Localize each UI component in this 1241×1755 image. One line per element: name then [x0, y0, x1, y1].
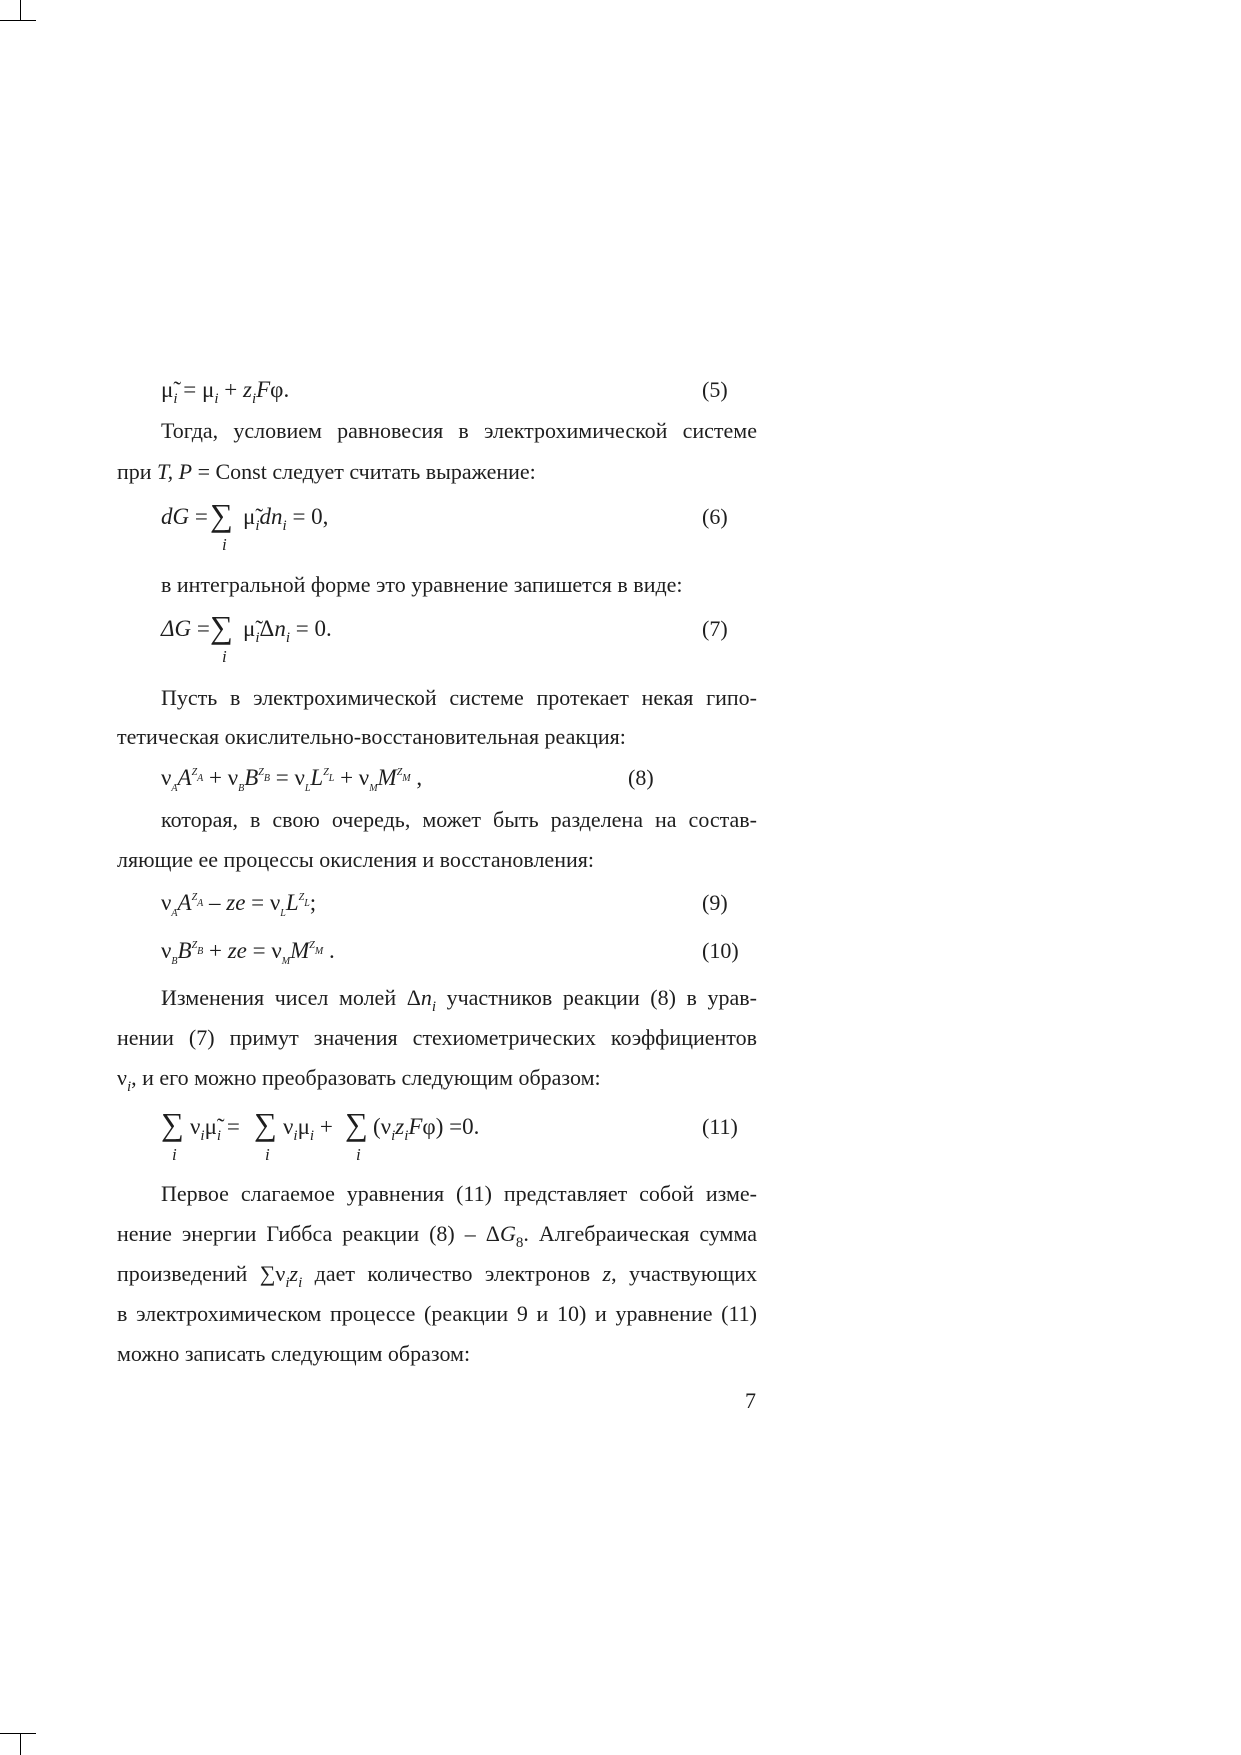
- equation-11-term-2: $\nu_i\mu_i$ +: [283, 1114, 333, 1144]
- equation-6-lhs: dG =: [161, 504, 208, 529]
- text: , участвующих: [611, 1261, 758, 1286]
- text: произведений: [117, 1261, 260, 1286]
- equation-10-number: (10): [702, 938, 739, 963]
- text: участников реакции (8) в урав-: [436, 985, 757, 1010]
- paragraph-6-line-2: нение энергии Гиббса реакции $(8) - \Delta G_8$. Алгебраическая сумма: [117, 1221, 757, 1251]
- equation-7-lhs: ΔG =: [161, 616, 210, 641]
- paragraph-5-line-2: нении (7) примут значения стехиометрических коэффициентов: [117, 1025, 757, 1050]
- sum-index: i: [265, 1145, 270, 1164]
- text: , и его можно преобразовать следующим образом:: [131, 1065, 601, 1090]
- text: . Алгебраическая сумма: [523, 1221, 757, 1246]
- sum-icon: ∑: [210, 497, 233, 533]
- paragraph-6-line-5: можно записать следующим образом:: [117, 1341, 471, 1366]
- equation-7-number: (7): [702, 616, 728, 641]
- paragraph-2-line-1: в интегральной форме это уравнение запишется в виде:: [161, 572, 683, 597]
- sum-icon: ∑: [345, 1106, 368, 1142]
- delta-g-symbol: ΔG: [161, 616, 192, 641]
- sum-index: i: [222, 535, 227, 554]
- equation-9: $\nu_AA^{Z_A}$ – ze = $\nu_LL^{Z_L}$;: [161, 890, 317, 919]
- equation-11-term-1: $\nu_i\mũ_i$ =: [190, 1114, 240, 1144]
- crop-mark-bottom-left-h: [0, 1733, 36, 1734]
- equation-6-number: (6): [702, 504, 728, 529]
- equation-8-number: (8): [628, 765, 654, 790]
- tp-symbols: T, P: [157, 459, 193, 484]
- dg-symbol: dG: [161, 504, 190, 529]
- paragraph-4-line-2: ляющие ее процессы окисления и восстановления:: [117, 847, 594, 872]
- crop-mark-top-left-h: [0, 20, 36, 21]
- paragraph-1-line-2: [117, 457, 536, 487]
- text: Изменения чисел молей: [161, 985, 407, 1010]
- sum-icon: ∑: [161, 1106, 184, 1142]
- paragraph-3-line-2: тетическая окислительно-восстановительная реакция:: [117, 724, 626, 749]
- text: = Const следует считать выражение:: [192, 459, 536, 484]
- equation-7-rhs: $\mũ_i\Delta n_i = 0$.: [243, 616, 332, 646]
- equation-5-number: (5): [702, 377, 728, 402]
- equation-11-number: (11): [702, 1114, 738, 1139]
- sum-icon: ∑: [254, 1106, 277, 1142]
- paragraph-3-line-1: Пусть в электрохимической системе протекает некая гипо-: [161, 685, 757, 710]
- paragraph-4-line-1: которая, в свою очередь, может быть разделена на состав-: [161, 807, 757, 832]
- equation-9-number: (9): [702, 890, 728, 915]
- text: нение энергии Гиббса реакции (8) –: [117, 1221, 486, 1246]
- equation-10: $\nu_BB^{Z_B}$ + ze = $\nu_MM^{Z_M}$ .: [161, 938, 335, 967]
- text: при: [117, 459, 158, 484]
- equation-6-rhs: $\mũ_idn_i = 0$,: [243, 504, 329, 534]
- equation-8: $\nu_AA^{Z_A} + \nu_BB^{Z_B} = \nu_LL^{Z_L} + \nu_MM^{Z_M}$ ,: [161, 765, 423, 794]
- paragraph-6-line-1: Первое слагаемое уравнения (11) представляет собой изме-: [161, 1181, 757, 1206]
- crop-mark-top-left-v: [20, 0, 21, 20]
- paragraph-6-line-3: произведений $\sum\nu_iz_i$ дает количество электронов z, участвующих: [117, 1261, 758, 1291]
- page-number: 7: [745, 1388, 756, 1413]
- paragraph-5-line-3: $\nu_i$, и его можно преобразовать следующим образом:: [117, 1065, 601, 1095]
- sum-index: i: [172, 1145, 177, 1164]
- sum-icon: ∑: [210, 609, 233, 645]
- text: дает количество электронов: [302, 1261, 603, 1286]
- paragraph-5-line-1: Изменения чисел молей $\Delta n_i$ участников реакции (8) в урав-: [161, 985, 757, 1015]
- equation-11-term-3: $(\nu_iz_iF\varphi) =0$.: [373, 1114, 480, 1144]
- paragraph-1-line-1: Тогда, условием равновесия в электрохимической системе: [161, 418, 757, 443]
- crop-mark-bottom-left-v: [20, 1734, 21, 1755]
- sum-index: i: [222, 647, 227, 666]
- sum-index: i: [356, 1145, 361, 1164]
- equation-5: $\mũ_i = \mu_i + z_iF\varphi$.: [161, 377, 290, 407]
- paragraph-6-line-4: в электрохимическом процессе (реакции 9 и 10) и уравнение (11): [117, 1301, 757, 1326]
